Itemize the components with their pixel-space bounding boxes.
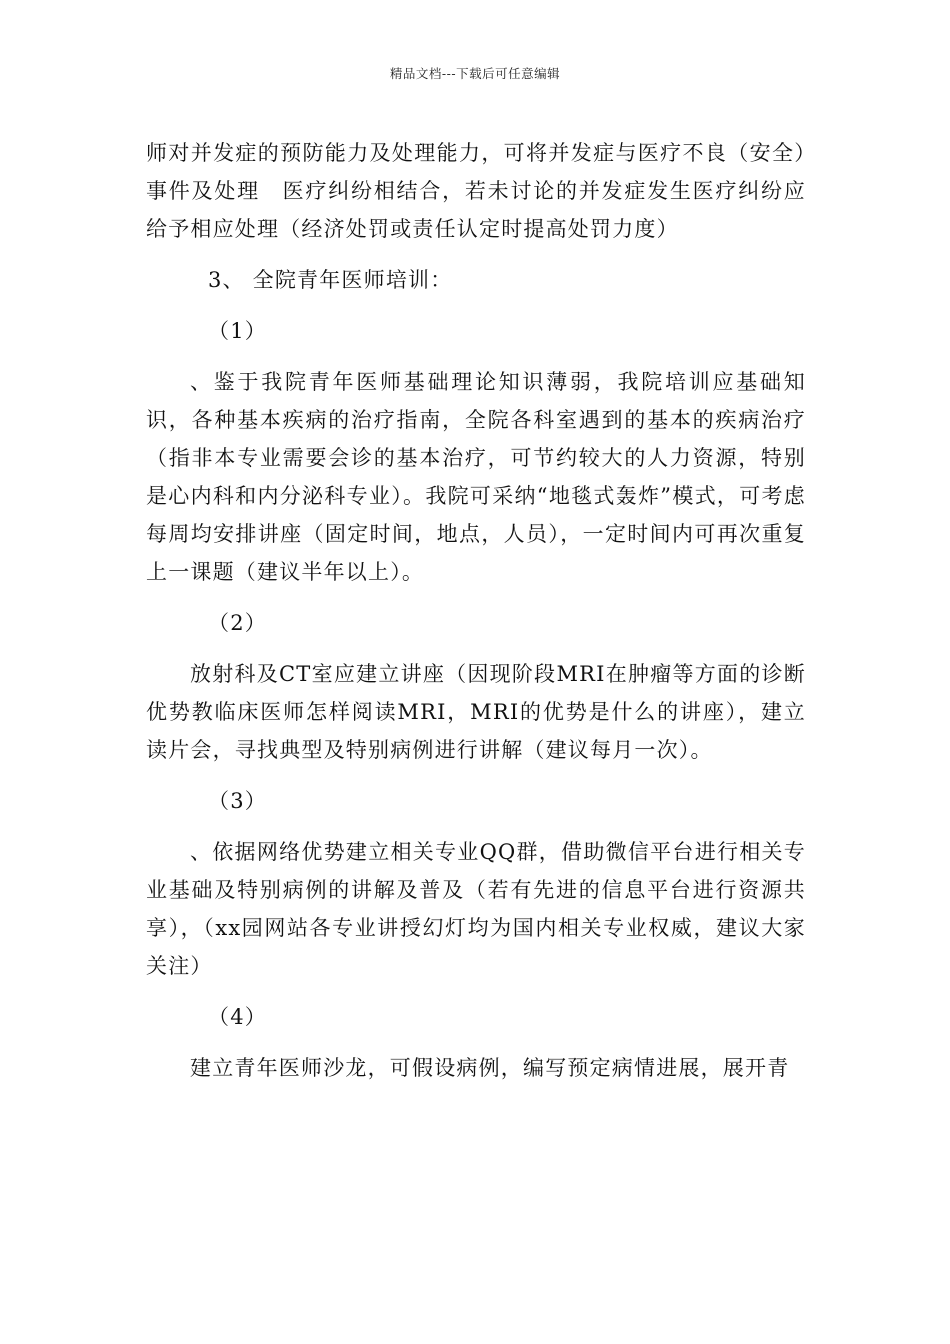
paragraph-salon: 建立青年医师沙龙，可假设病例，编写预定病情进展，展开青 — [190, 1056, 790, 1080]
list-marker-1: （1） — [208, 319, 267, 343]
paragraph-basic-knowledge: 、鉴于我院青年医师基础理论知识薄弱，我院培训应基础知识，各种基本疾病的治疗指南，全院各科室遇到的基本的疾病治疗（指非本专业需要会诊的基本治疗，可节约较大的人力资源，特别是心内科和内分泌科专业）。我院可采纳“地毯式轰炸”模式，可考虑每周均安排讲座（固定时间，地点，人员），一定时间内可再次重复上一课题（建议半年以上）。 — [146, 370, 806, 584]
paragraph-network-groups: 、依据网络优势建立相关专业QQ群，借助微信平台进行相关专业基础及特别病例的讲解及普及（若有先进的信息平台进行资源共享），（xx园网站各专业讲授幻灯均为国内相关专业权威，建议大家关注） — [146, 840, 806, 978]
list-marker-2: （2） — [208, 611, 267, 635]
paragraph-radiology-lectures: 放射科及CT室应建立讲座（因现阶段MRI在肿瘤等方面的诊断优势教临床医师怎样阅读MRI，MRI的优势是什么的讲座），建立读片会，寻找典型及特别病例进行讲解（建议每月一次）。 — [146, 662, 806, 762]
paragraph-complications: 师对并发症的预防能力及处理能力，可将并发症与医疗不良（安全）事件及处理 医疗纠纷相结合，若未讨论的并发症发生医疗纠纷应给予相应处理（经济处罚或责任认定时提高处罚力度） — [146, 141, 806, 241]
list-marker-3: （3） — [208, 789, 267, 813]
page-header: 精品文档---下载后可任意编辑 — [389, 66, 561, 81]
list-marker-4: （4） — [208, 1005, 267, 1029]
document-body — [146, 134, 806, 1100]
section-heading-training: 3、 全院青年医师培训： — [208, 268, 453, 292]
